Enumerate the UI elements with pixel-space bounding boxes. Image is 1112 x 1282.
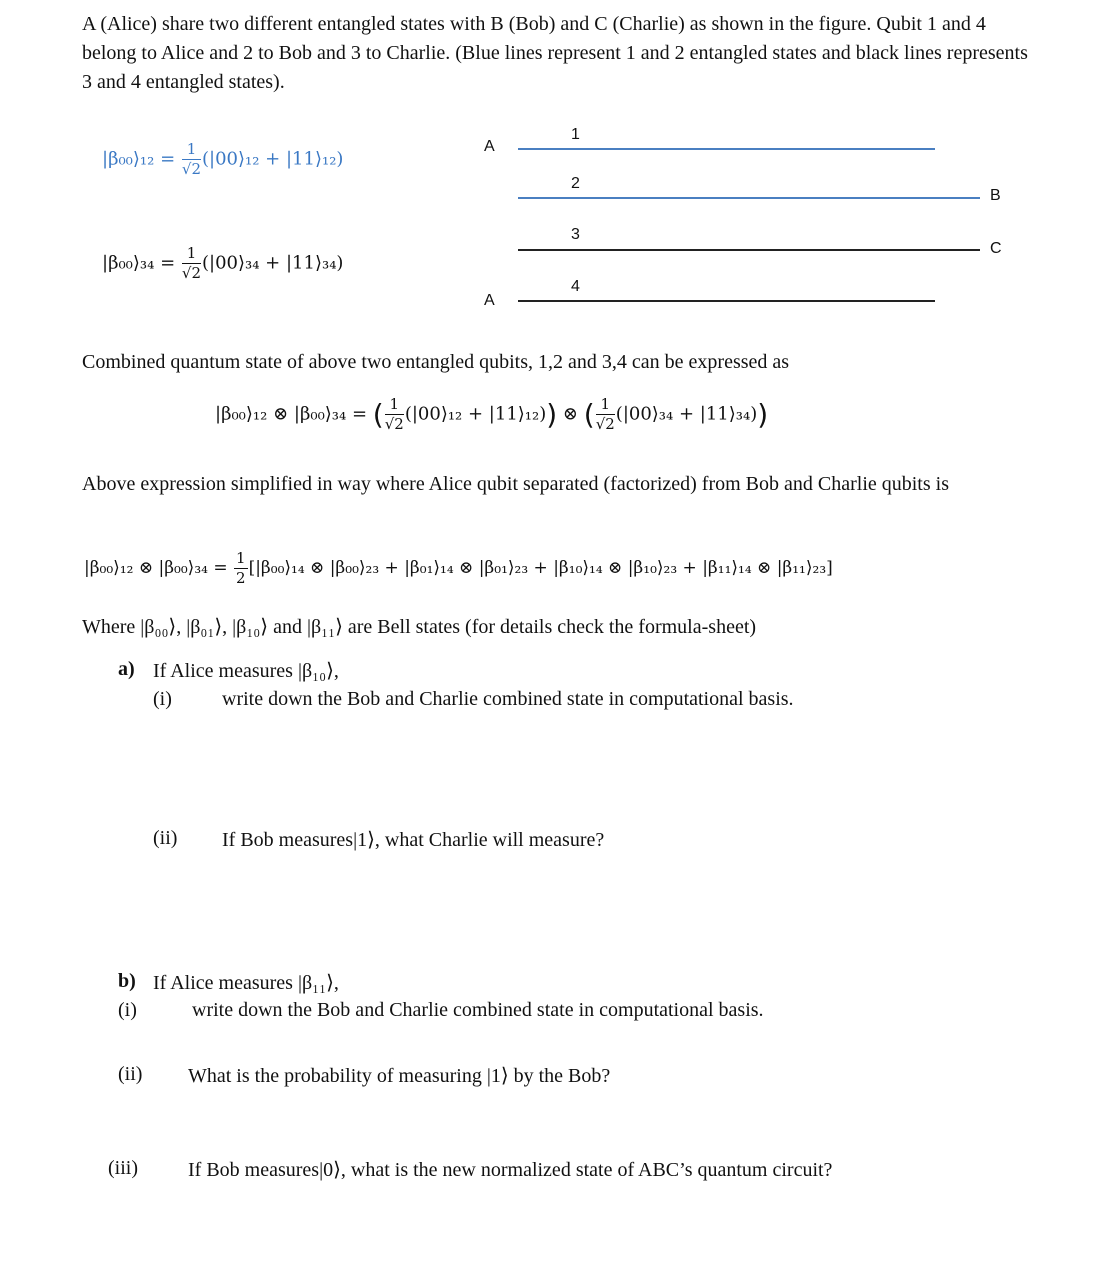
factorized-equation: |β₀₀⟩₁₂ ⊗ |β₀₀⟩₃₄ = $\frac{1}{2}$ [|β₀₀⟩₁₄ ⊗ |β₀₀⟩₂₃ + |β₀₁⟩₁₄ ⊗ |β₀₁⟩₂₃ + |β₁₀⟩₁₄ ⊗ |β₁₀⟩₂₃ + |β₁₁⟩₁₄ ⊗ |β₁₁⟩₂₃]: [84, 549, 833, 587]
part-a-i-number: (i): [153, 688, 172, 710]
qubit-3-label: 3: [571, 226, 580, 243]
qubit-3-line: [518, 249, 980, 251]
intro-paragraph: A (Alice) share two different entangled states with B (Bob) and C (Charlie) as shown in the figure. Qubit 1 and 4 belong to Alice and 2 to Bob and 3 to Charlie. (Blue lines represent 1 and 2 entangled states and black lines represents 3 and 4 entangled states).: [82, 13, 1028, 93]
eq34-lhs: |β₀₀⟩₃₄ =: [102, 252, 176, 274]
combined-state-text: Combined quantum state of above two entangled qubits, 1,2 and 3,4 can be expressed as: [82, 351, 790, 373]
part-a-ii-number: (ii): [153, 827, 178, 849]
factor-eq-lhs: |β₀₀⟩₁₂ ⊗ |β₀₀⟩₃₄ =: [84, 558, 228, 578]
qubit-4-label: 4: [571, 278, 580, 295]
label-bob: B: [990, 187, 1001, 204]
qubit-1-line: [518, 148, 935, 150]
part-a-heading: If Alice measures |β₁₀⟩,: [153, 660, 339, 682]
part-b-heading: If Alice measures |β₁₁⟩,: [153, 972, 339, 994]
tensor-symbol: ⊗: [562, 403, 579, 425]
combined-eq-term2: (|00⟩₃₄ + |11⟩₃₄): [615, 403, 758, 425]
eq12-lhs: |β₀₀⟩₁₂ =: [102, 148, 176, 170]
eq12-fraction: $\frac{1}{√2}$: [181, 140, 202, 178]
part-b-ii-number: (ii): [118, 1063, 143, 1085]
combined-eq-lhs: |β₀₀⟩₁₂ ⊗ |β₀₀⟩₃₄ =: [215, 403, 368, 425]
part-b-i-number: (i): [118, 999, 137, 1021]
qubit-2-line: [518, 197, 980, 199]
label-charlie: C: [990, 240, 1002, 257]
factor-eq-rhs: [|β₀₀⟩₁₄ ⊗ |β₀₀⟩₂₃ + |β₀₁⟩₁₄ ⊗ |β₀₁⟩₂₃ + |β₁₀⟩₁₄ ⊗ |β₁₀⟩₂₃ + |β₁₁⟩₁₄ ⊗ |β₁₁⟩₂₃]: [248, 558, 833, 578]
label-alice-top: A: [484, 138, 495, 155]
part-b-iii-text: If Bob measures|0⟩, what is the new normalized state of ABC’s quantum circuit?: [188, 1159, 833, 1181]
bell-state-34-equation: [102, 246, 343, 281]
part-a-i-text: write down the Bob and Charlie combined state in computational basis.: [222, 688, 794, 710]
qubit-1-label: 1: [571, 126, 580, 143]
eq34-fraction: $\frac{1}{√2}$: [181, 244, 202, 282]
part-b-iii-number: (iii): [108, 1157, 138, 1179]
bell-states-note: Where |β₀₀⟩, |β₀₁⟩, |β₁₀⟩ and |β₁₁⟩ are Bell states (for details check the formula-sheet): [82, 616, 757, 638]
eq12-rhs: (|00⟩₁₂ + |11⟩₁₂): [202, 148, 344, 170]
part-b-ii-text: What is the probability of measuring |1⟩ by the Bob?: [188, 1065, 611, 1087]
qubit-4-line: [518, 300, 935, 302]
part-a-label: a): [118, 658, 135, 680]
qubit-2-label: 2: [571, 175, 580, 192]
eq34-rhs: (|00⟩₃₄ + |11⟩₃₄): [202, 252, 344, 274]
part-b-i-text: write down the Bob and Charlie combined state in computational basis.: [192, 999, 764, 1021]
part-b-label: b): [118, 970, 136, 992]
part-a-ii-text: If Bob measures|1⟩, what Charlie will measure?: [222, 829, 605, 851]
bell-state-12-equation: [102, 142, 343, 177]
label-alice-bottom: A: [484, 292, 495, 309]
combined-state-equation: |β₀₀⟩₁₂ ⊗ |β₀₀⟩₃₄ = ( $\frac{1}{√2}$ (|00⟩₁₂ + |11⟩₁₂)) ⊗ ( $\frac{1}{√2}$ (|00⟩₃₄ + |11⟩₃₄)): [215, 395, 769, 433]
simplified-text: Above expression simplified in way where Alice qubit separated (factorized) from Bob and Charlie qubits is: [82, 473, 949, 495]
combined-eq-term1: (|00⟩₁₂ + |11⟩₁₂): [404, 403, 547, 425]
